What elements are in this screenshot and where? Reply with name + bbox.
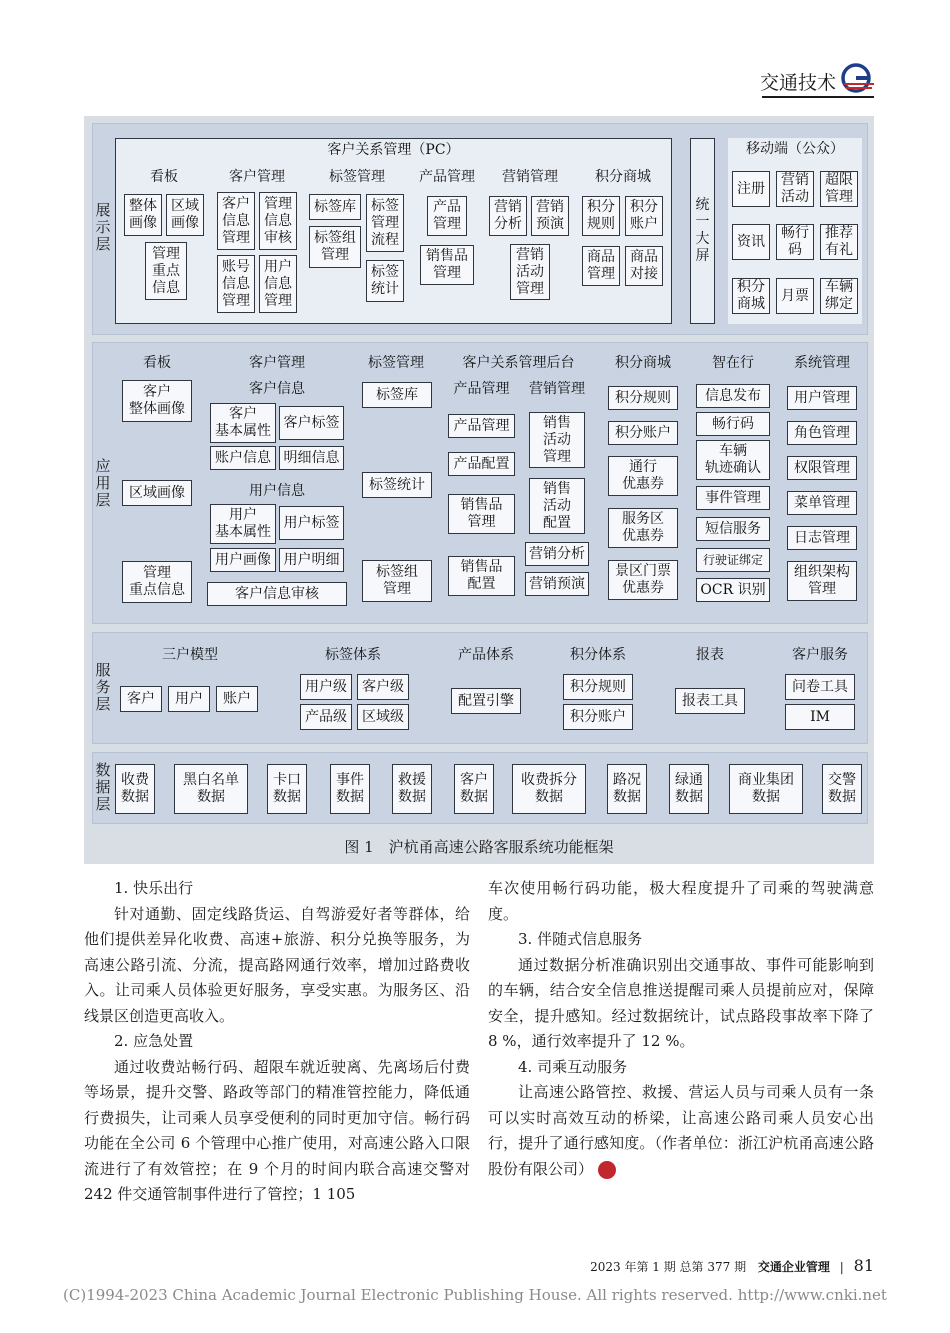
app-system-item: 用户管理 — [787, 386, 857, 410]
app-tag-item: 标签统计 — [362, 472, 432, 498]
app-product-item: 产品配置 — [448, 452, 515, 476]
display-points-group — [578, 166, 668, 319]
left-column — [84, 876, 470, 1208]
paragraph: 针对通勤、固定线路货运、自驾游爱好者等群体，给他们提供差异化收费、高速+旅游、积分兑换等服务，为高速公路引流、分流，提高路网通行效率，增加过路费收入。让司乘人员体验更好服务，享受实惠。为服务区、沿线景区创造更高收入。 — [84, 904, 470, 1025]
svc-three-model-title: 三户模型 — [162, 647, 218, 663]
mobile-item: 推荐 有礼 — [820, 224, 858, 260]
svc-tag-item: 客户级 — [357, 674, 409, 700]
app-tag-item: 标签库 — [362, 382, 432, 408]
svc-tag-title: 标签体系 — [325, 647, 381, 663]
app-customer-info-item: 明细信息 — [279, 446, 344, 470]
display-customer-title: 客户管理 — [229, 169, 285, 185]
display-marketing-item: 营销 活动 管理 — [510, 244, 550, 300]
display-product-item: 销售品 管理 — [420, 245, 474, 285]
app-customer-info-item: 账户信息 — [210, 446, 276, 470]
app-user-info-item: 用户标签 — [279, 506, 344, 540]
app-customer-audit: 客户信息审核 — [207, 582, 347, 606]
header-rule — [762, 96, 874, 98]
svc-three-model-item: 用户 — [168, 686, 210, 712]
display-marketing-item: 营销 预演 — [531, 196, 569, 236]
display-customer-item: 客户 信息 管理 — [217, 192, 255, 250]
display-product-group — [413, 166, 481, 319]
display-customer-item: 账号 信息 管理 — [217, 255, 255, 313]
data-source-item: 路况 数据 — [607, 764, 647, 814]
app-points-item: 积分账户 — [608, 421, 678, 445]
app-points-title: 积分商城 — [615, 355, 671, 371]
mobile-item: 积分 商城 — [732, 278, 770, 314]
app-user-info-title: 用户信息 — [249, 483, 305, 499]
app-marketing-item: 营销分析 — [525, 542, 589, 566]
app-customer-info-title: 客户信息 — [249, 381, 305, 397]
display-tag-item: 标签 管理 流程 — [366, 194, 404, 252]
issue-info: 2023 年第 1 期 总第 377 期 — [590, 1260, 747, 1274]
app-system-item: 菜单管理 — [787, 491, 857, 515]
svc-product-item: 配置引擎 — [451, 688, 521, 714]
app-points-item: 通行 优惠券 — [608, 456, 678, 496]
app-smart-item: 事件管理 — [696, 486, 770, 510]
data-source-item: 交警 数据 — [822, 764, 862, 814]
mobile-item: 畅行 码 — [776, 224, 814, 260]
mobile-item: 营销 活动 — [776, 171, 814, 207]
display-customer-item: 用户 信息 管理 — [259, 255, 297, 313]
page-footer: 2023 年第 1 期 总第 377 期 交通企业管理 | 81 — [590, 1256, 874, 1275]
data-source-item: 事件 数据 — [330, 764, 370, 814]
data-source-item: 卡口 数据 — [267, 764, 307, 814]
app-product-item: 产品管理 — [448, 414, 515, 438]
end-seal-icon: 封 — [598, 1161, 616, 1179]
paragraph — [488, 1080, 874, 1182]
mobile-item: 注册 — [732, 171, 770, 207]
svc-product-title: 产品体系 — [458, 647, 514, 663]
unified-big-screen: 统 一 大 屏 — [690, 138, 715, 324]
display-marketing-title: 营销管理 — [502, 169, 558, 185]
data-layer-label: 数 据 层 — [95, 761, 111, 813]
app-user-info-item: 用户明细 — [279, 548, 344, 572]
paragraph: 通过收费站畅行码、超限车就近驶离、先离场后付费等场景，提升交警、路政等部门的精准管控能力，降低通行费损失，让司乘人员享受便利的同时更加守信。畅行码功能在全公司 6 个管理中心推广使用，对高速公路入口限流进行了有效管控；在 9 个月的时间内联合高速交警对 242 件交通管制事件进行了管控；1 105 — [84, 1057, 470, 1203]
app-smart-item: OCR 识别 — [696, 578, 770, 602]
figure-system-framework — [84, 116, 874, 864]
data-source-item: 绿通 数据 — [669, 764, 709, 814]
svc-cs-item: IM — [785, 704, 855, 730]
app-points-item: 积分规则 — [608, 386, 678, 410]
app-product-item: 销售品 配置 — [448, 556, 515, 596]
paragraph: 通过数据分析准确识别出交通事故、事件可能影响到的车辆，结合安全信息推送提醒司乘人员提前应对，保障安全，提升感知。经过数据统计，试点路段事故率下降了 8 %，通行效率提升了 12 %。 — [488, 955, 874, 1050]
app-system-item: 日志管理 — [787, 526, 857, 550]
display-kanban-item: 整体 画像 — [124, 194, 162, 236]
data-source-item: 救援 数据 — [392, 764, 432, 814]
copyright-line: (C)1994-2023 China Academic Journal Electronic Publishing House. All rights reserved. http://www.cnki.net — [63, 1286, 887, 1304]
service-layer-label: 服 务 层 — [95, 661, 111, 713]
section-heading: 4. 司乘互动服务 — [518, 1057, 628, 1076]
mobile-item: 车辆 绑定 — [820, 278, 858, 314]
display-kanban-title: 看板 — [150, 169, 178, 185]
page-number: 81 — [853, 1256, 874, 1275]
app-kanban-item: 管理 重点信息 — [122, 561, 192, 603]
svc-tag-item: 产品级 — [300, 704, 352, 730]
display-points-item: 商品 管理 — [582, 246, 620, 286]
app-points-item: 景区门票 优惠券 — [608, 560, 678, 600]
journal-name: 交通企业管理 — [757, 1260, 830, 1274]
display-product-item: 产品 管理 — [427, 196, 467, 236]
right-column — [488, 876, 874, 1182]
section-heading: 1. 快乐出行 — [114, 879, 194, 897]
display-tag-item: 标签组 管理 — [309, 226, 361, 268]
display-points-item: 积分 规则 — [582, 196, 620, 236]
journal-logo-icon — [838, 62, 878, 94]
display-kanban-item: 区域 画像 — [166, 194, 204, 236]
svc-points-title: 积分体系 — [570, 647, 626, 663]
app-customer-title: 客户管理 — [249, 355, 305, 371]
app-product-title: 产品管理 — [453, 381, 510, 397]
display-points-title: 积分商城 — [595, 169, 651, 185]
app-user-info-item: 用户画像 — [210, 548, 276, 572]
svc-report-item: 报表工具 — [675, 688, 745, 714]
app-system-item: 角色管理 — [787, 421, 857, 445]
app-crm-backend-title: 客户关系管理后台 — [462, 355, 575, 371]
app-user-info-item: 用户 基本属性 — [210, 504, 276, 544]
app-tag-item: 标签组 管理 — [362, 560, 432, 602]
mobile-item: 月票 — [776, 278, 814, 314]
app-marketing-item: 销售 活动 管理 — [529, 412, 585, 468]
svc-tag-item: 区域级 — [357, 704, 409, 730]
app-product-item: 销售品 管理 — [448, 494, 515, 534]
app-kanban-title: 看板 — [143, 355, 171, 371]
data-source-item: 黑白名单 数据 — [174, 764, 248, 814]
svc-cs-item: 问卷工具 — [785, 674, 855, 700]
svc-cs-title: 客户服务 — [792, 647, 848, 663]
display-product-title: 产品管理 — [419, 169, 475, 185]
app-system-item: 组织架构 管理 — [787, 561, 857, 601]
app-system-title: 系统管理 — [794, 355, 850, 371]
display-marketing-item: 营销 分析 — [489, 196, 527, 236]
display-tag-item: 标签库 — [309, 194, 361, 220]
figure-caption: 图 1 沪杭甬高速公路客服系统功能框架 — [344, 838, 614, 856]
app-kanban-item: 客户 整体画像 — [122, 380, 192, 422]
mobile-item: 超限 管理 — [820, 171, 858, 207]
app-marketing-item: 营销预演 — [525, 572, 589, 596]
data-source-item: 客户 数据 — [454, 764, 494, 814]
app-tag-title: 标签管理 — [368, 355, 424, 371]
app-points-item: 服务区 优惠券 — [608, 508, 678, 548]
display-tag-title: 标签管理 — [329, 169, 385, 185]
app-smart-item: 车辆 轨迹确认 — [696, 440, 770, 480]
app-customer-info-item: 客户 基本属性 — [210, 403, 276, 443]
app-smart-item: 畅行码 — [696, 412, 770, 436]
app-smart-item: 信息发布 — [696, 384, 770, 408]
section-heading: 3. 伴随式信息服务 — [518, 930, 643, 948]
app-customer-info-item: 客户标签 — [279, 406, 344, 440]
paragraph: 车次使用畅行码功能，极大程度提升了司乘的驾驶满意度。 — [488, 879, 874, 923]
section-heading: 2. 应急处置 — [114, 1032, 194, 1050]
svc-tag-item: 用户级 — [300, 674, 352, 700]
data-source-item: 收费拆分 数据 — [512, 764, 586, 814]
display-points-item: 积分 账户 — [625, 196, 663, 236]
display-points-item: 商品 对接 — [625, 246, 663, 286]
display-layer-label: 展 示 层 — [95, 201, 111, 253]
app-smart-title: 智在行 — [712, 355, 754, 371]
journal-section-title: 交通技术 — [760, 72, 837, 94]
display-kanban-item: 管理 重点 信息 — [145, 242, 187, 300]
data-source-item: 商业集团 数据 — [729, 764, 803, 814]
application-layer-label: 应 用 层 — [95, 457, 111, 509]
app-system-item: 权限管理 — [787, 456, 857, 480]
mobile-item: 资讯 — [732, 224, 770, 260]
app-marketing-title: 营销管理 — [529, 381, 585, 397]
svc-three-model-item: 客户 — [120, 686, 162, 712]
svc-report-title: 报表 — [696, 647, 724, 663]
app-smart-item: 短信服务 — [696, 517, 770, 541]
display-tag-item: 标签 统计 — [366, 260, 404, 302]
app-smart-item: 行驶证绑定 — [696, 548, 770, 572]
app-kanban-item: 区域画像 — [122, 480, 192, 506]
mobile-title: 移动端（公众） — [746, 141, 844, 157]
data-source-item: 收费 数据 — [115, 764, 155, 814]
svc-three-model-item: 账户 — [216, 686, 258, 712]
display-customer-item: 管理 信息 审核 — [259, 192, 297, 250]
svc-points-item: 积分账户 — [563, 704, 633, 730]
paragraph-text: 让高速公路管控、救援、营运人员与司乘人员有一条可以实时高效互动的桥梁，让高速公路司乘人员安心出行，提升了通行感知度。（作者单位：浙江沪杭甬高速公路股份有限公司） — [488, 1083, 874, 1178]
crm-pc-title: 客户关系管理（PC） — [327, 142, 460, 158]
app-marketing-item: 销售 活动 配置 — [529, 478, 585, 534]
svc-points-item: 积分规则 — [563, 674, 633, 700]
